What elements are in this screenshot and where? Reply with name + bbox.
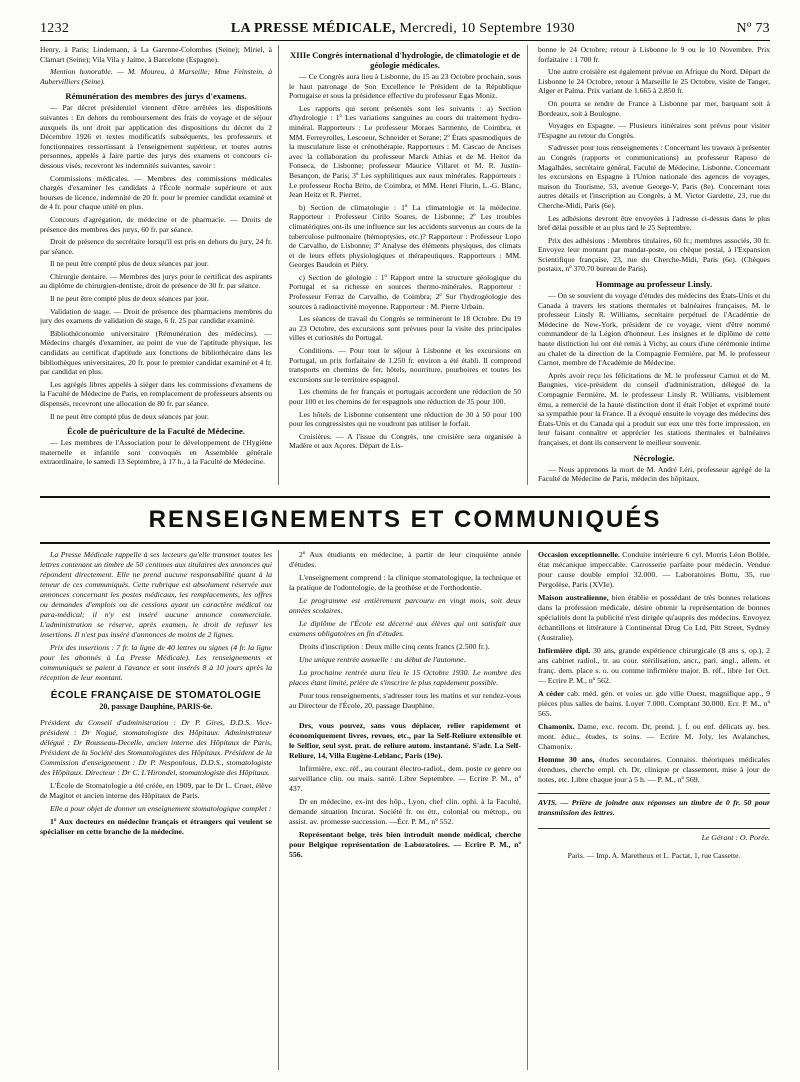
paragraph: Après avoir reçu les félicitations de M. le professeur Carnot et de M. Baugnies, vice-président du conseil d'administration, délégué de la Compagnie Fermière, M. le professeur Linsly R. Williams, visiblement ému, a remercié de la haute distinction dont il était l'objet et exprimé toute sa sympathie pour la France. Il a évoqué ensuite le voyage des médecins des États-Unis et du Canada qui a produit sur eux une très forte impression, en leur faisant connaître et apprécier les stations thermales et balnéaires françaises, et dont ils conservent le meilleur souvenir.: [538, 370, 770, 447]
paragraph: L'École de Stomatologie a été créée, en 1909, par le Dr L. Cruet, élève de Magitot et ancien interne des Hôpitaux de Paris.: [40, 781, 272, 800]
paragraph: c) Section de géologie : 1º Rapport entre la structure géologique du Portugal et sa richesse en sources thermo-minérales. Rapporteur : Professeur Ferraz de Carvalho, de Coimbra; 2º Sur l'hydrogéologie des sources à radioactivité moyenne. Rapporteur : M. Pierre Urbain.: [289, 272, 521, 311]
paragraph: Bibliothéconomie universitaire (Rémunération des médecins). — Médecins chargés d'examiner, au point de vue de l'aptitude physique, les candidats au certificat d'aptitude aux fonctions de bibliothécaire dans les bibliothèques universitaires, 20 fr. pour le premier candidat examiné et 4 fr. par candidat en plus.: [40, 328, 272, 377]
ad-body: bien établie et possédant de très bonnes relations dans la profession médicale, désire obtenir la représentation de bonnes spécialités dont la publicité n'est dirigée qu'auprès des médecins. Envoyez échantillons et littérature à Continental Drug Co Ltd, Pitt Street, Sydney (Australie).: [538, 593, 770, 642]
paragraph: — Les membres de l'Association pour le développement de l'Hygiène maternelle et infantile sont convoqués en Assemblée générale extraordinaire, le samedi 13 Septembre, à 17 h., à la Faculté de Médecine.: [40, 438, 272, 467]
paragraph: L'enseignement comprend : la clinique stomatologique, la technique et la pratique de l'odontologie, de la prothèse et de l'orthodontie.: [289, 573, 521, 592]
paragraph: 1º Aux docteurs en médecine français et étrangers qui veulent se spécialiser en cette branche de la médecine.: [40, 817, 272, 836]
classified-ad: [538, 722, 770, 752]
paragraph: — On se souvient du voyage d'études des médecins des États-Unis et du Canada à travers les stations thermales et balnéaires françaises. M. le professeur Linsly R. Williams, secrétaire perpétuel de l'Académie de Médecine de New-York, président de ce voyage, vient d'être nommé commandeur de la Légion d'honneur. Les insignes et le diplôme de cette haute distinction lui ont été remis à Vichy, au cours d'une cérémonie intime au chalet de la direction de la Compagnie Fermière, par M. le professeur Carnot, membre de l'Académie de Médecine.: [538, 291, 770, 368]
issue-date: Mercredi, 10 Septembre 1930: [399, 21, 575, 36]
paragraph: Une autre croisière est également prévue en Afrique du Nord. Départ de Lisbonne le 24 Octobre, retour à Marseille le 25 Octobre, visite de Tanger, Alger et Palma. Prix variant de 1.665 à 2.850 fr.: [538, 67, 770, 96]
paragraph: Validation de stage. — Droit de présence des pharmaciens membres du jury des examens de validation de stage, 6 fr. 25 par candidat examiné.: [40, 306, 272, 326]
paragraph: Chirurgie dentaire. — Membres des jurys pour le certificat des aspirants au diplôme de chirurgien-dentiste, droit de présence de 30 fr. par séance.: [40, 271, 272, 291]
paragraph: Il ne peut être compté plus de deux séances par jour.: [50, 259, 209, 269]
news-column-2: [289, 45, 528, 485]
paragraph: Concours d'agrégation, de médecine et de pharmacie. — Droits de présence des membres des jurys, 60 fr. par séance.: [40, 214, 272, 234]
avis-notice: AVIS. — Prière de joindre aux réponses un timbre de 0 fr. 50 pour transmission des lettres.: [538, 793, 770, 818]
ad-body: Conduite intérieure 6 cyl. Morris Léon Bollée, état mécanique impeccable. Carrosserie parfaite pour médecin. Vendue pour cause double emploi 32.000. — Laboratoires Bottu, 35, rue Pergolèse, Paris (XVIe).: [538, 550, 770, 589]
classified-ad: [538, 550, 770, 590]
classifieds-column-1: [40, 550, 279, 1070]
paragraph: Les hôtels de Lisbonne consentent une réduction de 30 à 50 pour 100 pour les congressistes qui ne voudront pas utiliser le forfait.: [289, 409, 521, 429]
classified-ad: [538, 646, 770, 686]
paragraph: Henry, à Paris; Lindemann, à La Garenne-Colombes (Seine); Miriel, à Clamart (Seine); Vila Vila y Jaime, à Barcelone (Espagne).: [40, 45, 272, 64]
classified-ad: Infirmière, exc. réf., au courant électro-radiol., dem. poste ce genre ou surveillance clin. ou mais. santé. Libre Septembre. — Ecrire P. M., nº 437.: [289, 764, 521, 793]
news-section: [40, 45, 770, 485]
paragraph: Commissions médicales. — Membres des commissions médicales chargés d'examiner les candidats à l'École normale supérieure et aux bourses de licence, indemnité de 20 fr. pour le premier candidat examiné et de 4 fr. pour chaque unité en plus.: [40, 173, 272, 212]
paragraph: Mention honorable. — M. Moureu, à Marseille; Mme Feinstein, à Aubervilliers (Seine).: [40, 67, 272, 86]
paragraph: 2º Aux étudiants en médecine, à partir de leur cinquième année d'études.: [289, 550, 521, 569]
news-column-3: [538, 45, 770, 485]
classifieds-column-2: [289, 550, 528, 1070]
section-title: RENSEIGNEMENTS ET COMMUNIQUÉS: [40, 496, 770, 544]
paragraph: b) Section de climatologie : 1º La climatologie et la médecine. Rapporteur : Professeur Cirilo Soares, de Lisbonne; 2º Les troubles climatériques ont-ils une influence sur les accidents survenus au cours de la tuberculose pulmonaire (hémoptysies, etc.)? Rapporteur : Professeur Lopo de Carvalho, de Lisbonne; 3º Analyse des éléments physiques, des climats et de leurs effets physiologiques et thérapeutiques. Rapporteurs : MM. Georges Baudoin et Piéry.: [289, 202, 521, 270]
paragraph: — Nous apprenons la mort de M. André Léri, professeur agrégé de la Faculté de Médecine de Paris, médecin des hôpitaux.: [538, 464, 770, 484]
page-number: 1232: [40, 21, 70, 36]
paragraph: Les rapports qui seront présentés sont les suivants : a) Section d'hydrologie : 1º Les variations sanguines au cours du traitement hydro-minéral. Rapporteurs : Le professeur Moraes Sarmento, de Coimbra, et MM. Ferreyrolles, Lescoeur, Schneider et Serane; 2º États spasmodiques de la musculature lisse et crénothérapie. Rapporteurs : M. Cascao de Ancises avec la collaboration du professeur Marck Athias et de M. Heitor da Fonseca, de Lisbonne; professeur Maurice Villaret et M. R. Justin-Besançon, de Paris; 3º Les syphilitiques aux eaux minérales. Rapporteurs : Le professeur Rocha Brito, de Coimbra, et MM. Henri Flurin, L.-G. Blanc, Jean Heitz et R. Pierret.: [289, 103, 521, 200]
paragraph: Les chemins de fer français et portugais accordent une réduction de 50 pour 100 et les chemins de fer espagnols une réduction de 35 pour 100.: [289, 387, 521, 406]
notice-paragraph: La Presse Médicale rappelle à ses lecteurs qu'elle transmet toutes les lettres contenant un timbre de 50 centimes aux titulaires des annonces qui répondent directement. Elle ne prend aucune responsabilité quant à la teneur de ces communiqués. Cette rubrique est absolument réservée aux annonces concernant les postes médicaux, les remplacements, les offres ou demandes d'emplois ou de cessions ayant un caractère médical ou para-médical; il n'y est inséré aucune annonce commerciale. L'administration se réserve, après examen, le droit de refuser les insertions. Il n'est pas inséré d'annonces de moins de 2 lignes.: [40, 550, 272, 639]
article-heading: XIIIe Congrès international d'hydrologie, de climatologie et de géologie médicales.: [290, 50, 520, 70]
classified-ad: [538, 755, 770, 785]
paragraph: Conditions. — Pour tout le séjour à Lisbonne et les excursions en Portugal, un prix forfaitaire de 1.250 fr. environ a été établi. Il comprend transports en chemins de fer, hôtels, nourriture, pourboires et toutes les excursions sur le territoire espagnol.: [289, 346, 521, 384]
issue-number: Nº 73: [736, 21, 770, 36]
ad-title: Chamonix.: [538, 722, 575, 731]
prices-paragraph: Prix des insertions : 7 fr. la ligne de 40 lettres ou signes (4 fr. la ligne pour les abonnés à La Presse Médicale). Les renseignements et communiqués se paient à l'avance et sont insérés 8 à 10 jours après la réception de leur montant.: [40, 643, 272, 682]
page-header: [40, 18, 770, 41]
ad-title: Occasion exceptionnelle.: [538, 550, 620, 559]
paragraph: Il ne peut être compté plus de deux séances par jour.: [50, 294, 209, 304]
journal-name: LA PRESSE MÉDICALE,: [230, 21, 396, 36]
classified-ad: Drs, vous pouvez, sans vous déplacer, relier rapidement et économiquement livres, revues, etc., par la Self-Reliure extensible et le Selfior, seul syst. prat. de reliure autom. instantané. S'adr. La Self-Reliure, 14, Villa Eugène-Leblanc, Paris (19e).: [289, 721, 521, 760]
paragraph: La prochaine rentrée aura lieu le 15 Octobre 1930. Le nombre des places étant limité, prière de s'inscrire le plus rapidement possible.: [289, 668, 521, 687]
paragraph: Droits d'inscription : Deux mille cinq cents francs (2.500 fr.).: [299, 642, 490, 651]
ad-title: Maison australienne,: [538, 593, 609, 602]
paragraph: Les adhésions devront être envoyées à l'adresse ci-dessus dans le plus bref délai possible et au plus tard le 25 Septembre.: [538, 213, 770, 233]
paragraph: S'adresser pour tous renseignements : Concernant les travaux à présenter au Congrès (rapports et communications) au professeur Raposo de Magalhães, secrétaire général, Faculté de Médecine, Lisbonne. Concernant les excursions en Espagne à l'Union nationale des agences de voyages, maison du Tourisme, 53, avenue George-V, Paris (8e). Concernant tous autres détails et l'inscription au Congrès, à M. Victor Gardette, 23, rue du Cherche-Midi, Paris (6e).: [538, 143, 770, 210]
article-heading: Hommage au professeur Linsly.: [595, 279, 713, 290]
paragraph: Droit de présence du secrétaire lorsqu'il est pris en dehors du jury, 24 fr. par séance.: [40, 237, 272, 256]
paragraph: bonne le 24 Octobre; retour à Lisbonne le 9 ou le 10 Novembre. Prix forfaitaire : 1 700 fr.: [538, 45, 770, 64]
paragraph: Le diplôme de l'École est décerné aux élèves qui ont satisfait aux examens obligatoires en fin d'études.: [289, 619, 521, 638]
ad-body: cab. méd. gén. et voies ur. gde ville Ouest, magnifique app., 9 pièces plus salles de bains. Loyer 7.000. Comptant 30.000. Ecr. P. M., nº 565.: [538, 689, 770, 718]
article-heading: École de puériculture de la Faculté de Médecine.: [67, 426, 245, 437]
classified-ad: [538, 593, 770, 643]
paragraph: Les séances de travail du Congrès se termineront le 18 Octobre. Du 19 au 23 Octobre, des excursions sont prévues pour la visite des principales villes et curiosités du Portugal.: [289, 314, 521, 343]
printer-line: Paris. — Imp. A. Maretheux et L. Pactat, 1, rue Cassette.: [567, 851, 741, 860]
gerant-line: Le Gérant : O. Porée.: [538, 828, 770, 843]
classified-ad: Dr en médecine, ex-int des hôp., Lyon, chef clin. ophi. à la Faculté, demande situation Incurat. Société fr. ou étr., colonial ou métrop., ou assist. av. promesse succession. —Écr. P. M., nº 552.: [289, 797, 521, 826]
ad-title: Homme 30 ans,: [538, 755, 595, 764]
classified-ad: Représentant belge, très bien introduit monde médical, cherche pour Belgique représentation de Laboratoires. — Ecrire P. M., nº 556.: [289, 830, 521, 859]
ad-body: Dame, exc. recom. Dr, prend. j. f. ou enf. délicats ay. bes. mont. éduc., études, ts soins. — Ecrire M. Joly, les Avalanches, Chamonix.: [538, 722, 770, 751]
article-heading: Nécrologie.: [633, 452, 675, 463]
classifieds-section: [40, 550, 770, 1070]
classified-ad: [538, 689, 770, 719]
paragraph: On pourra se rendre de France à Lisbonne par mer, barquant soit à Bordeaux, soit à Boulogne.: [538, 98, 770, 118]
school-officers: Président du Conseil d'administration : Dr P. Gires, D.D.S. Vice-président : Dr Nogué, stomatologiste des Hôpitaux. Administrateur délégué : Dr Rousseau-Decelle, ancien interne des Hôpitaux de Paris, Président de la Société des Stomatologistes des Hôpitaux. Président de la Commission d'enseignement : Dr P. Nespoulous, D.D.S., stomatologiste des Hôpitaux. Directeur : Dr C. L'Hirondel, stomatologiste des Hôpitaux.: [40, 718, 272, 777]
ad-title: A céder: [538, 689, 565, 698]
paragraph: Pour tous renseignements, s'adresser tous les matins et sur rendez-vous au Directeur de l'École, 20, passage Dauphine.: [289, 691, 521, 710]
article-heading: Rémunération des membres des jurys d'examens.: [65, 91, 247, 102]
paragraph: Croisières. — A l'issue du Congrès, une croisière sera organisée à Madère et aux Açores. Départ de Lis-: [289, 431, 521, 451]
paragraph: Prix des adhésions : Membres titulaires, 60 fr.; membres associés, 30 fr. Envoyez leur montant par mandat-poste, ou chèque postal, à l'Expansion Scientifique française, 23, rue du Cherche-Midi, Paris (6e). (Chèques postaux, nº 370.70 bureau de Paris).: [538, 235, 770, 274]
ad-body: 30 ans, grande expérience chirurgicale (8 ans s. op.), 2 ans cabinet radiol., tr. au cour. stérilisation, ancr., pari. angl., allem. et franç. dem. place s. o. ou comme infirmière major. B. réf., libre 1er Oct. — Ecrire P. M., nº 562.: [538, 646, 770, 685]
paragraph: Elle a pour objet de donner un enseignement stomatologique complet :: [50, 804, 272, 813]
ad-body: études secondaires. Connaiss. théoriques médicales étendues, cherche empl. ch. Dr, clinique pr classement, mise à jour de notes, etc. Libre chaque jour à 5 h. — P. M., nº 569.: [538, 755, 770, 784]
classifieds-column-3: [538, 550, 770, 1070]
journal-title: [231, 21, 575, 37]
paragraph: Le programme est entièrement parcouru en vingt mois, soit deux années scolaires.: [289, 596, 521, 615]
paragraph: — Par décret présidentiel viennent d'être arrêtées les dispositions suivantes : En dehors du remboursement des frais de voyage et de séjour auxquels ils ont droit par application des dispositions du décret du 2 Décembre 1926 et textes modificatifs subséquents, les professeurs et fonctionnaires ressortissant à l'enseignement supérieur, et toutes autres personnes, appelés à faire partie des jurys des examens et concours ci-dessous visés, recevront les indemnités suivantes, savoir :: [40, 103, 272, 170]
school-title: ÉCOLE FRANÇAISE DE STOMATOLOGIE: [50, 690, 262, 701]
paragraph: — Ce Congrès aura lieu à Lisbonne, du 15 au 23 Octobre prochain, sous le haut patronage de Son Excellence le Président de la République Portugaise et sous la présidence effective du professeur Egas Moniz.: [289, 72, 521, 101]
paragraph: Une unique rentrée annuelle : au début de l'automne.: [299, 655, 466, 664]
paragraph: Les agrégés libres appelés à siéger dans les commissions d'examens de la Faculté de Médecine de Paris, en remplacement de professeurs absents ou dispensés, recevront une allocation de 80 fr. par séance.: [40, 379, 272, 408]
paragraph: Il ne peut être compté plus de deux séances par jour.: [50, 411, 209, 421]
paragraph: Voyages en Espagne. — Plusieurs itinéraires sont prévus pour visiter l'Espagne au retour du Congrès.: [538, 121, 770, 140]
ad-title: Infirmière dipl.: [538, 646, 591, 655]
school-address: 20, passage Dauphine, PARIS-6e.: [99, 702, 213, 711]
news-column-1: [40, 45, 279, 485]
